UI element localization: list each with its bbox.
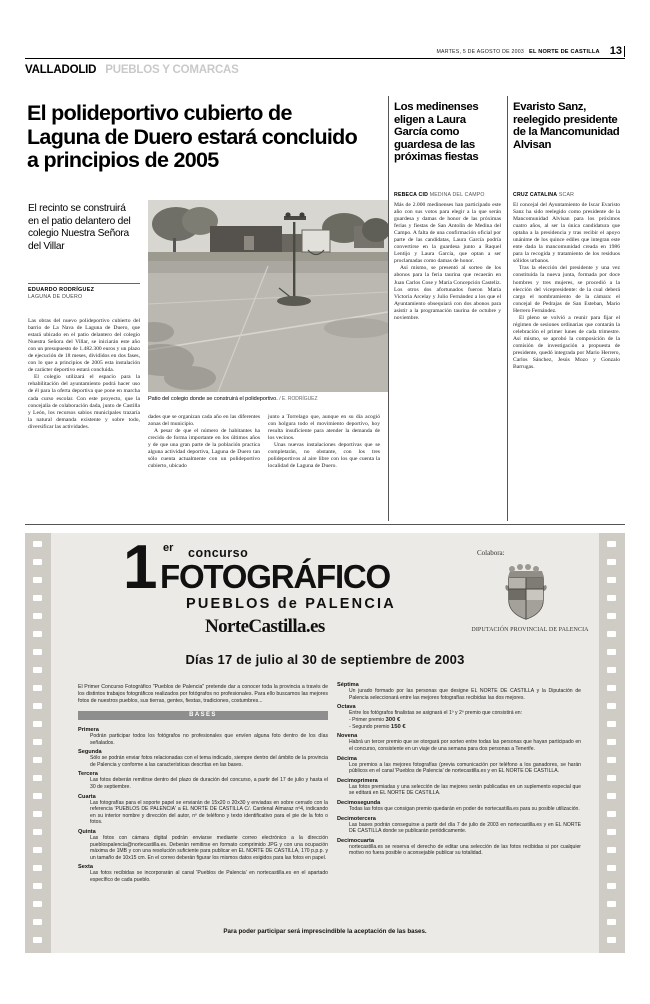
rule-text: Habrá un tercer premio que se otorgará por sorteo entre todas las personas que hayan participado en el concurso, consistente en un viaje de una semana para dos personas a Tenerife. — [349, 739, 581, 752]
ad-ordinal-number: 1 — [123, 533, 154, 602]
rule-text: Un jurado formado por las personas que designe EL NORTE DE CASTILLA y la Diputación de Palencia seleccionará entre las mejores fotografías recibidas las dos mejores. — [349, 688, 581, 701]
ad-rules-right-column — [337, 682, 581, 857]
photo-schoolyard-basketball-court — [148, 200, 388, 392]
section-divider-bottom — [25, 524, 625, 525]
side-story-1-byline — [394, 192, 502, 198]
paragraph: dades que se organizan cada año en las diferentes zonas del municipio. — [148, 414, 260, 428]
rule-title: Decimosegunda — [337, 799, 381, 806]
rule-text: Entre los fotógrafos finalistas se asignará el 1º y 2º premio que consistirá en: — [349, 710, 523, 717]
paragraph: Así mismo, se presentó al sorteo de los abonos para la feria taurina que recaerán en Juan Carlos Cose y María Concepción Casteliz. Los otros dos afortunados fueron María Victoria Arcelay y Julio Fernández a los que el Ayuntamiento obsequiará con dos abonos para asistir a la programación taurina de octubre y noviembre. — [394, 265, 501, 321]
rule-text: Los premios a las mejores fotografías (previa comunicación por teléfono a los ganadores, se harán públicos en el canal 'Pueblos de Palencia' de nortecastilla.es y en EL NORTE DE CASTILLA. — [349, 761, 581, 775]
folio-date: MARTES, 5 DE AGOSTO DE 2003 — [436, 49, 525, 55]
prize-first — [337, 717, 581, 724]
ad-colabora-label: Colabora: — [477, 549, 505, 557]
rule-title: Sexta — [78, 864, 93, 871]
lead-subhead: El recinto se construirá en el patio delantero del colegio Nuestra Señora del Villar — [28, 203, 131, 252]
ad-subtitle: PUEBLOS de PALENCIA — [186, 596, 396, 612]
prize-value: 300 € — [385, 716, 401, 723]
lead-headline: El polideportivo cubierto de Laguna de Duero estará concluido a principios de 2005 — [27, 101, 358, 172]
rule-text: Las fotos con cámara digital podrán enviarse mediante correo electrónico a la dirección pueblospalencia@nortecastilla.es. Deberán remitirse en formato comprimido JPG y con una ocupación máxima de 1MB y con una resolución suficiente para publicar en EL NORTE DE CASTILLA, 170 p.p.p. y un tamaño de 10x15 cm. En el correo deberán figurar los mismos datos exigidos para las fotos en papel. — [90, 834, 328, 861]
lead-body-column-3 — [268, 414, 380, 519]
rule-title: Quinta — [78, 828, 96, 835]
side-story-2-headline: Evaristo Sanz, reelegido presidente de la Mancomunidad Alvisan — [513, 101, 620, 151]
byline-author: EDUARDO RODRÍGUEZ — [28, 287, 95, 293]
rule-title: Octava — [337, 704, 356, 711]
prize-value: 150 € — [390, 723, 406, 730]
rule-text: Las fotos premiadas y una selección de las mejores serán publicadas en un suplemento especial que se editará en EL NORTE DE CASTILLA. — [349, 783, 581, 797]
lead-photo — [148, 200, 388, 392]
side-story-2-body — [513, 202, 620, 517]
rule-title: Novena — [337, 733, 358, 740]
paragraph: Unas nuevas instalaciones deportivas que se completarán, no obstante, con los tres polideportivos al aire libre con los que cuenta la localidad de Laguna de Duero. — [268, 442, 380, 470]
paragraph: Las obras del nuevo polideportivo cubierto del barrio de La Nava de Laguna de Duero, que estará ubicado en el patio delantero del colegio Nuestra Señora del Villar, se iniciarán este año con un presupuesto de 1.482.300 euros y un plazo de ejecución de 18 meses, divididos en dos fases, con lo que a principios de 2005 esta instalación de carácter deportivo estará concluida. — [28, 318, 140, 374]
column-divider-main — [388, 96, 389, 521]
ad-intro-text: El Primer Concurso Fotográfico "Pueblos de Palencia" pretende dar a conocer toda la provincia a través de los distintos trabajos fotográficos realizados por fotógrafos no profesionales. Para ello buscamos las mejores fotos de nuestros pueblos, sus tierras, gentes, fiestas, tradiciones, costumbres... — [78, 684, 328, 704]
rule-title: Segunda — [78, 749, 102, 756]
side-story-1-body — [394, 202, 501, 517]
prize-label: - Primer premio — [349, 716, 385, 723]
folio-masthead: EL NORTE DE CASTILLA — [529, 49, 600, 55]
paragraph: Más de 2.000 medinenses han participado este año con sus votos para elegir a la que serán guardesa y damas de honor de las próximas ferias y fiestas de San Antolín de Medina del Campo. A falta de una confirmación oficial por parte de las candidatas, Laura García podría convertirse en la guardesa junto a Raquel Lentijo y Laura García, que optan a ser proclamadas como damas de honor. — [394, 202, 501, 265]
prize-second — [337, 724, 581, 731]
paragraph: A pesar de que el número de habitantes ha crecido de forma importante en los últimos años y de que una gran parte de la población practica alguna actividad deportiva, Laguna de Duero tan sólo cuenta actualmente con un polideportivo cubierto, ubicado — [148, 428, 260, 470]
ad-ordinal-suffix: er — [163, 542, 174, 554]
paragraph: El concejal del Ayuntamiento de Iscar Evaristo Sanz ha sido reelegido como presidente de la Mancomunidad Alvisan para los próximos cuatro años, al ser la única candidatura que optaba a la presidencia y tras recibir el apoyo unánime de los quince ediles que integran este ente dada la mancomunidad creada en 1986 para la recogida y tratamiento de los residuos sólidos urbanos. — [513, 202, 620, 265]
paragraph: junto a Torrelago que, aunque en su día acogió con holgura todo el movimiento deportivo, hoy resulta insuficiente para atender la demanda de los vecinos. — [268, 414, 380, 442]
paragraph: El colegio utilizará el espacio para la rehabilitación del ayuntamiento podrá hacer uso de él para la oferta deportiva que pone en marcha cada curso escolar. Con este proyecto, que la concejalía de colaboración dada, junto de Castilla y León, los recursos sabios municipales trazaría la natural demanda existente y sobre todo, diversificar las actividades. — [28, 374, 140, 430]
photo-credit: / E. RODRÍGUEZ — [279, 396, 318, 402]
section-subname: PUEBLOS Y COMARCAS — [105, 64, 239, 76]
caption-text: Patio del colegio donde se construirá el polideportivo. — [148, 396, 278, 402]
rule-text: Las fotos deberán remitirse dentro del plazo de duración del concurso, a partir del 17 de julio y hasta el 30 de septiembre. — [90, 777, 328, 790]
rule-title: Decimoprimera — [337, 777, 378, 784]
rule-title: Primera — [78, 727, 99, 733]
lead-byline — [28, 287, 143, 300]
rule-text: Las fotografías para el soporte papel se enviarán de 15x20 o 20x30 y enviadas en sobre cerrado con la referencia 'PUEBLOS DE PALENCIA' a EL NORTE DE CASTILLA C/. Cardenal Almaraz nº4, indicando en su interior nombre y dirección del autor, nº de teléfono y texto identificativo para el pie de la foto o fotos. — [90, 799, 328, 826]
rule-text: Todas las fotos que consigan premio quedarán en poder de nortecastilla.es para su posible utilización. — [349, 805, 580, 812]
ad-sponsor-name: DIPUTACIÓN PROVINCIAL DE PALENCIA — [471, 627, 589, 633]
byline-place: SCAR — [558, 192, 575, 198]
lead-body-column-2 — [148, 414, 260, 519]
column-divider-side — [507, 96, 508, 521]
rule-title: Decimotercera — [337, 815, 376, 822]
rule-text: Las bases podrán conseguirse a partir del día 7 de julio de 2003 en nortecastilla.es y en EL NORTE DE CASTILLA donde se publicarán periódicamente. — [349, 821, 581, 835]
rule-title: Decimocuarta — [337, 837, 374, 844]
coat-of-arms-icon — [498, 561, 554, 628]
film-strip-right-decoration — [599, 533, 625, 953]
paragraph: Tras la elección del presidente y una vez constituida la nueva junta, formada por doce hombres y tres mujeres, se procedió a la elección del vicepresidente: de la cual deberá cargo el nombramiento de la cámara: el concejal de Pedrajas de San Esteban, Mario Herrero Fernández. — [513, 265, 620, 314]
rule-text: nortecastilla.es se reserva el derecho de editar una selección de las fotos recibidas si por cualquier motivo no fuera posible o aconsejable publicar su totalidad. — [349, 843, 581, 857]
ad-title: FOTOGRÁFICO — [160, 558, 391, 595]
side-story-2-byline — [513, 192, 621, 198]
section-name: VALLADOLID — [25, 64, 97, 76]
ad-dates: Días 17 de julio al 30 de septiembre de 2003 — [185, 652, 465, 667]
side-story-1-headline: Los medinenses eligen a Laura García como guardesa de las próximas fiestas — [394, 101, 479, 164]
film-strip-left-decoration — [25, 533, 51, 953]
ad-concurso-label: concurso — [188, 546, 249, 560]
prize-label: - Segundo premio — [349, 723, 390, 730]
byline-place: MEDINA DEL CAMPO — [429, 192, 485, 198]
byline-divider — [28, 283, 140, 284]
photo-caption — [148, 396, 388, 402]
rule-text: Podrán participar todos los fotógrafos no profesionales que envíen alguna foto dentro de los días señalados. — [90, 733, 328, 746]
page-folio — [25, 46, 625, 59]
rule-title: Cuarta — [78, 793, 96, 800]
byline-place: LAGUNA DE DUERO — [28, 294, 83, 300]
ad-rules-left-column — [78, 724, 328, 884]
ad-brand-logo[interactable]: NorteCastilla.es — [205, 616, 325, 637]
lead-body-column-1 — [28, 318, 140, 518]
page-number: 13 — [608, 46, 625, 57]
ad-bases-heading: BASES — [78, 711, 328, 720]
section-header — [25, 60, 625, 76]
rule-title: Tercera — [78, 771, 98, 778]
paragraph: El pleno se volvió a reunir para fijar el régimen de sesiones ordinarias que contarán la celebración el primer lunes de cada trimestre. Así mismo, se aprobó la composición de la comisión de investigación a propuesta de presidente, quedó integrada por Mario Herrero, Carlos Sánchez, Jesús Mozo y Gonzalo Barrugas. — [513, 314, 620, 371]
byline-author: REBECA CID — [394, 192, 429, 198]
rule-title: Décima — [337, 755, 357, 762]
rule-text: Las fotos recibidas se incorporarán al canal 'Pueblos de Palencia' en nortecastilla.es en el apartado específico de cada pueblo. — [90, 870, 328, 883]
ad-footer-note: Para poder participar será imprescindible la aceptación de las bases. — [223, 928, 427, 935]
byline-author: CRUZ CATALINA — [513, 192, 558, 198]
rule-title: Séptima — [337, 682, 359, 688]
rule-text: Sólo se podrán enviar fotos relacionadas con el tema indicado, siempre dentro del ámbito de la provincia de Palencia y conforme a las características descritas en las bases. — [90, 755, 328, 768]
